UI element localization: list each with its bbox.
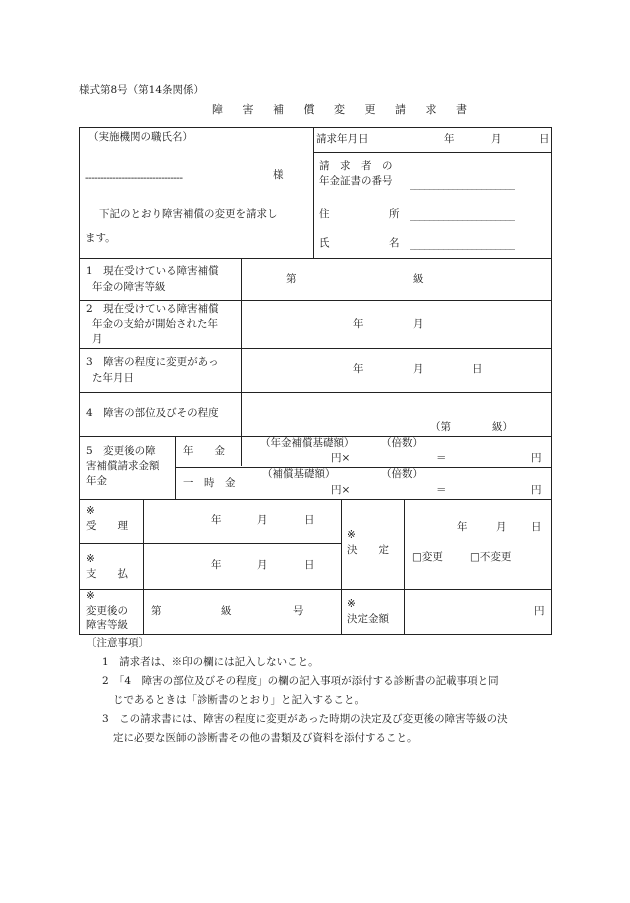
page-title: 障 害 補 償 変 更 請 求 書 <box>212 103 475 116</box>
row2-label-3: 月 <box>92 333 103 345</box>
grade-go: 号 <box>293 605 304 617</box>
row2-label: 2 現在受けている障害補償 <box>86 303 219 315</box>
payment-month: 月 <box>257 559 268 571</box>
note-3-cont: 定に必要な医師の診断書その他の書類及び資料を添付すること。 <box>113 732 418 744</box>
row4-grade-open: （第 <box>430 421 451 433</box>
row1-kyu: 級 <box>413 273 424 285</box>
payment-label: 支 払 <box>86 568 128 580</box>
sama-label: 様 <box>273 169 284 181</box>
date-day-label: 日 <box>539 133 550 145</box>
lump-multiplier-label: （倍数） <box>381 468 423 480</box>
pension-label: 年 金 <box>183 445 225 457</box>
note-1: 1 請求者は、※印の欄には記入しないこと。 <box>102 656 319 668</box>
grade-after-label-2: 障害等級 <box>86 619 128 631</box>
claimant-label: 請 求 者 の <box>319 160 393 172</box>
changed-checkbox[interactable]: □変更 <box>412 551 443 563</box>
row5-label: 5 変更後の障 <box>86 445 156 457</box>
unchanged-checkbox[interactable]: □不変更 <box>470 551 512 563</box>
row5-label-2: 害補償請求金額 <box>86 460 160 472</box>
row1-dai: 第 <box>286 273 297 285</box>
decision-day: 日 <box>531 521 542 533</box>
row3-label-2: た年月日 <box>92 372 134 384</box>
decision-month: 月 <box>496 521 507 533</box>
lump-basic-label: （補償基礎額） <box>262 468 336 480</box>
payment-mark: ※ <box>86 553 95 565</box>
receipt-year: 年 <box>211 514 222 526</box>
payment-day: 日 <box>304 559 315 571</box>
row3-day: 日 <box>472 363 483 375</box>
receipt-mark: ※ <box>86 505 95 517</box>
grade-dai: 第 <box>151 605 162 617</box>
date-year-label: 年 <box>444 133 455 145</box>
grade-mark: ※ <box>86 590 95 602</box>
lump-equals: ＝ <box>436 484 447 496</box>
pension-multiplier-label: （倍数） <box>381 437 423 449</box>
name-label-1: 氏 <box>319 237 330 249</box>
name-input[interactable]: ______________________ <box>410 238 515 250</box>
form-number: 様式第8号（第14条関係） <box>79 84 205 96</box>
request-text-end: ます。 <box>85 232 116 244</box>
receipt-day: 日 <box>304 514 315 526</box>
payment-year: 年 <box>211 559 222 571</box>
pension-basic-label: （年金補償基礎額） <box>260 437 355 449</box>
receipt-label: 受 理 <box>86 520 128 532</box>
note-2: 2 「4 障害の部位及びその程度」の欄の記入事項が添付する診断書の記載事項と同 <box>102 675 499 687</box>
note-2-cont: じであるときは「診断書のとおり」と記入すること。 <box>113 694 365 706</box>
row1-label-2: 年金の障害等級 <box>92 281 166 293</box>
row2-month: 月 <box>413 318 424 330</box>
addressee-input[interactable]: -------------------------------- <box>85 172 183 184</box>
row1-label: 1 現在受けている障害補償 <box>86 265 219 277</box>
amount-mark: ※ <box>347 598 356 610</box>
row4-label: 4 障害の部位及びその程度 <box>86 407 219 419</box>
row3-year: 年 <box>353 363 364 375</box>
row4-grade-close: 級） <box>492 421 513 433</box>
grade-kyu: 級 <box>221 605 232 617</box>
grade-after-label: 変更後の <box>86 605 128 617</box>
row2-label-2: 年金の支給が開始された年 <box>92 318 218 330</box>
notes-heading: 〔注意事項〕 <box>86 637 149 649</box>
name-label-2: 名 <box>389 237 400 249</box>
pension-yen: 円 <box>531 452 542 464</box>
request-date-label: 請求年月日 <box>316 133 369 145</box>
certificate-number-input[interactable]: ______________________ <box>410 178 515 190</box>
address-label-2: 所 <box>389 208 400 220</box>
receipt-month: 月 <box>257 514 268 526</box>
amount-label: 決定金額 <box>347 613 389 625</box>
decision-mark: ※ <box>347 529 356 541</box>
row3-month: 月 <box>413 363 424 375</box>
row2-year: 年 <box>353 318 364 330</box>
lump-sum-label: 一 時 金 <box>183 477 236 489</box>
lump-yen: 円 <box>531 484 542 496</box>
decision-year: 年 <box>457 521 468 533</box>
note-3: 3 この請求書には、障害の程度に変更があった時期の決定及び変更後の障害等級の決 <box>102 713 508 725</box>
request-text: 下記のとおり障害補償の変更を請求し <box>99 208 278 220</box>
pension-equals: ＝ <box>436 452 447 464</box>
address-input[interactable]: ______________________ <box>410 209 515 221</box>
decision-label: 決 定 <box>347 544 389 556</box>
row3-label: 3 障害の程度に変更があっ <box>86 356 219 368</box>
row5-label-3: 年金 <box>86 475 107 487</box>
amount-yen: 円 <box>534 605 545 617</box>
pension-yen-x: 円× <box>331 452 351 464</box>
lump-yen-x: 円× <box>331 484 351 496</box>
address-label-1: 住 <box>319 208 330 220</box>
certificate-number-label: 年金証書の番号 <box>319 175 393 187</box>
agency-label: （実施機関の職氏名） <box>88 131 193 143</box>
date-month-label: 月 <box>491 133 502 145</box>
